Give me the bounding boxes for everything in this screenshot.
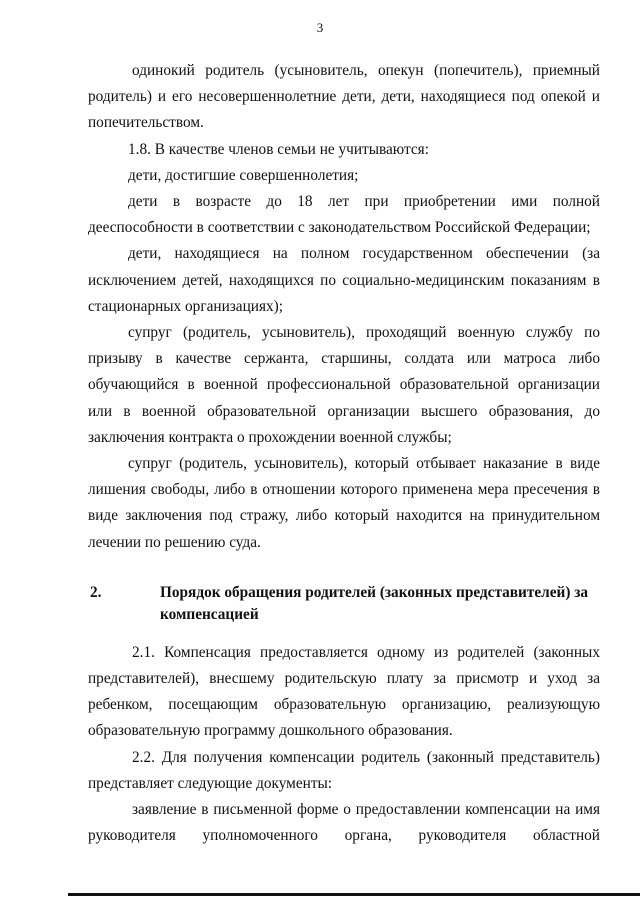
bottom-rule (68, 893, 640, 896)
paragraph: супруг (родитель, усыновитель), который отбывает наказание в виде лишения свободы, либо в отношении которого применена мера пресечения в виде заключения под стражу, либо который находится на принудительном лечении по решению суда. (88, 455, 600, 551)
paragraph: 2.1. Компенсация предоставляется одному из родителей (законных представителей), внесшему родительскую плату за присмотр и уход за ребенком, посещающим образовательную организацию, реализующую образовательную программу дошкольного образования. (88, 643, 600, 740)
paragraph: 1.8. В качестве членов семьи не учитываются: (128, 140, 429, 158)
paragraph: супруг (родитель, усыновитель), проходящий военную службу по призыву в качестве сержанта, старшины, солдата или матроса либо обучающийся в военной профессиональной образовательной организации или в военной образовательной организации высшего образования, до заключения контракта о прохождении военной службы; (88, 324, 600, 446)
document-body (88, 58, 600, 849)
page-number: 3 (316, 20, 324, 35)
paragraph: 2.2. Для получения компенсации родитель (законный представитель) представляет следующие документы: (88, 748, 600, 792)
paragraph: дети, находящиеся на полном государственном обеспечении (за исключением детей, находящихся по социально-медицинским показаниям в стационарных организациях); (88, 245, 600, 315)
paragraph: одинокий родитель (усыновитель, опекун (попечитель), приемный родитель) и его несовершеннолетние дети, дети, находящиеся под опекой и попечительством. (88, 62, 600, 132)
paragraph: дети, достигшие совершеннолетия; (128, 166, 359, 184)
section-title: Порядок обращения родителей (законных представителей) за компенсацией (160, 583, 589, 623)
section-number: 2. (90, 583, 102, 601)
paragraph: дети в возрасте до 18 лет при приобретении ими полной дееспособности в соответствии с законодательством Российской Федерации; (88, 193, 600, 237)
section-heading (88, 582, 600, 626)
paragraph: заявление в письменной форме о предоставлении компенсации на имя руководителя уполномоченного органа, руководителя областной (88, 801, 600, 845)
